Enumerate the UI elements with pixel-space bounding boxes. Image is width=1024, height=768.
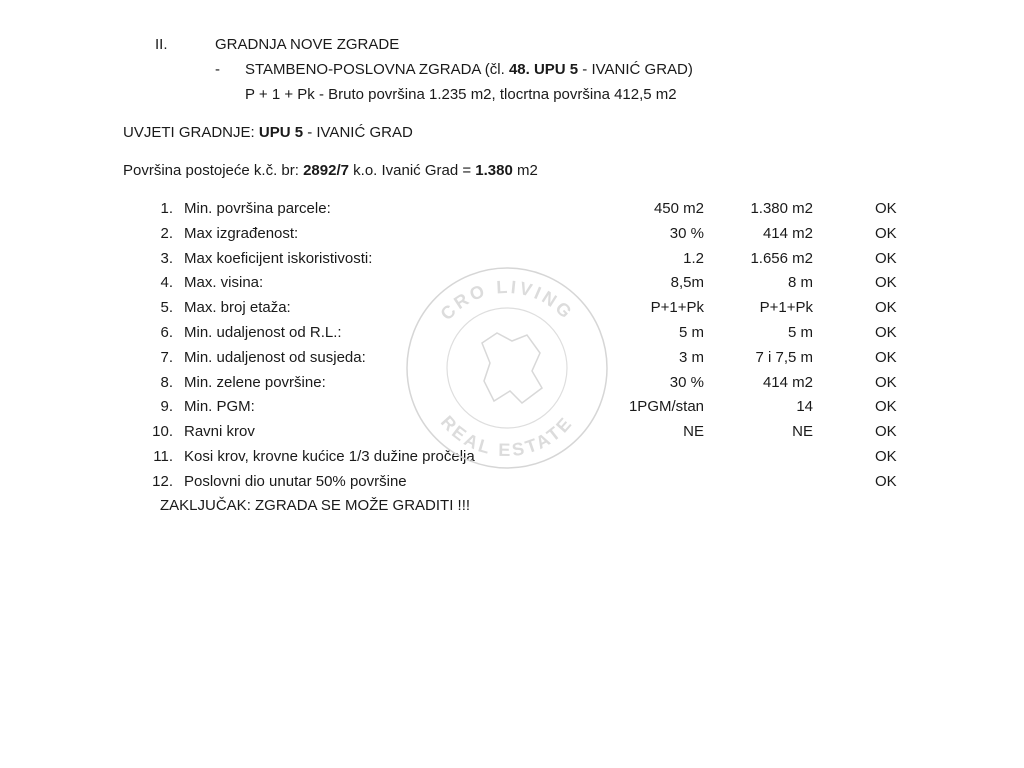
list-dash: -	[215, 61, 220, 78]
condition-label: Min. površina parcele:	[184, 200, 331, 217]
row-number: 5.	[160, 299, 173, 317]
row-number: 7.	[160, 348, 173, 366]
parcel-pre: Površina postojeće k.č. br:	[123, 162, 304, 179]
actual-value: 5 m	[787, 324, 813, 341]
condition-label: Min. zelene površine:	[184, 373, 326, 391]
row-number: 10.	[152, 423, 173, 441]
condition-label: Max izgrađenost:	[184, 224, 299, 242]
condition-row	[0, 349, 1024, 371]
actual-value: P+1+Pk	[759, 299, 813, 317]
row-number: 3.	[160, 249, 173, 267]
condition-label: Min. udaljenost od R.L.:	[184, 324, 342, 341]
conditions-heading	[123, 124, 413, 142]
required-value: P+1+Pk	[650, 299, 704, 317]
building-type-post: - IVANIĆ GRAD)	[578, 61, 693, 78]
required-value: 1.2	[683, 249, 704, 267]
conditions-location: - IVANIĆ GRAD	[303, 124, 413, 141]
row-number: 11.	[153, 448, 173, 465]
row-number: 6.	[160, 324, 173, 341]
parcel-mid: k.o. Ivanić Grad =	[348, 162, 476, 179]
required-value: 30 %	[669, 373, 704, 391]
status-ok: OK	[875, 398, 897, 416]
condition-row	[0, 299, 1024, 321]
condition-label: Max koeficijent iskoristivosti:	[184, 249, 373, 267]
actual-value: 1.656 m2	[750, 249, 813, 267]
required-value: 30 %	[669, 224, 704, 242]
building-type-pre: STAMBENO-POSLOVNA ZGRADA (čl.	[245, 61, 509, 78]
required-value: 8,5m	[670, 274, 704, 292]
status-ok: OK	[875, 249, 897, 267]
condition-row	[0, 374, 1024, 396]
required-value: 5 m	[678, 324, 704, 341]
condition-row	[0, 398, 1024, 420]
status-ok: OK	[875, 299, 897, 317]
required-value: 3 m	[678, 348, 704, 366]
conclusion: ZAKLJUČAK: ZGRADA SE MOŽE GRADITI !!!	[160, 497, 471, 514]
condition-row	[0, 225, 1024, 247]
condition-label: Poslovni dio unutar 50% površine	[184, 472, 407, 490]
actual-value: 14	[796, 398, 813, 416]
parcel-area-line	[123, 162, 538, 180]
status-ok: OK	[875, 324, 897, 341]
status-ok: OK	[875, 274, 897, 292]
building-detail: P + 1 + Pk - Bruto površina 1.235 m2, tlocrtna površina 412,5 m2	[245, 86, 677, 103]
condition-row	[0, 274, 1024, 296]
row-number: 8.	[160, 373, 173, 391]
status-ok: OK	[875, 200, 897, 217]
status-ok: OK	[875, 373, 897, 391]
parcel-unit: m2	[512, 162, 538, 179]
building-type-article: 48. UPU 5	[508, 61, 579, 78]
section-title: GRADNJA NOVE ZGRADE	[215, 36, 400, 53]
condition-row	[0, 448, 1024, 470]
section-number: II.	[155, 36, 168, 53]
actual-value: 8 m	[787, 274, 813, 292]
required-value: 450 m2	[653, 200, 704, 217]
required-value: 1PGM/stan	[628, 398, 704, 416]
status-ok: OK	[875, 472, 897, 490]
actual-value: 414 m2	[762, 224, 813, 242]
condition-label: Ravni krov	[184, 423, 255, 441]
parcel-number: 2892/7	[303, 162, 349, 179]
condition-row	[0, 250, 1024, 272]
condition-row	[0, 324, 1024, 346]
condition-label: Min. PGM:	[184, 398, 255, 416]
status-ok: OK	[875, 224, 897, 242]
condition-row	[0, 473, 1024, 495]
actual-value: NE	[792, 423, 813, 441]
status-ok: OK	[875, 423, 897, 441]
row-number: 1.	[160, 200, 173, 217]
conditions-label: UVJETI GRADNJE:	[123, 124, 259, 141]
row-number: 2.	[160, 224, 173, 242]
watermark-text-top: CRO LIVING	[436, 276, 578, 325]
watermark-text-bottom: REAL ESTATE	[436, 411, 578, 461]
row-number: 4.	[160, 274, 173, 292]
condition-row	[0, 200, 1024, 222]
status-ok: OK	[875, 448, 897, 465]
condition-label: Max. visina:	[184, 274, 264, 292]
condition-row	[0, 423, 1024, 445]
row-number: 9.	[160, 398, 173, 416]
status-ok: OK	[875, 348, 897, 366]
conditions-plan: UPU 5	[258, 124, 304, 141]
actual-value: 1.380 m2	[750, 200, 813, 217]
condition-label: Min. udaljenost od susjeda:	[184, 348, 366, 366]
actual-value: 414 m2	[762, 373, 813, 391]
building-type-title	[245, 61, 693, 79]
condition-label: Max. broj etaža:	[184, 299, 291, 317]
parcel-area: 1.380	[475, 162, 513, 179]
row-number: 12.	[152, 472, 173, 490]
condition-label: Kosi krov, krovne kućice 1/3 dužine pročelja	[184, 448, 475, 465]
required-value: NE	[683, 423, 704, 441]
actual-value: 7 i 7,5 m	[755, 348, 813, 366]
